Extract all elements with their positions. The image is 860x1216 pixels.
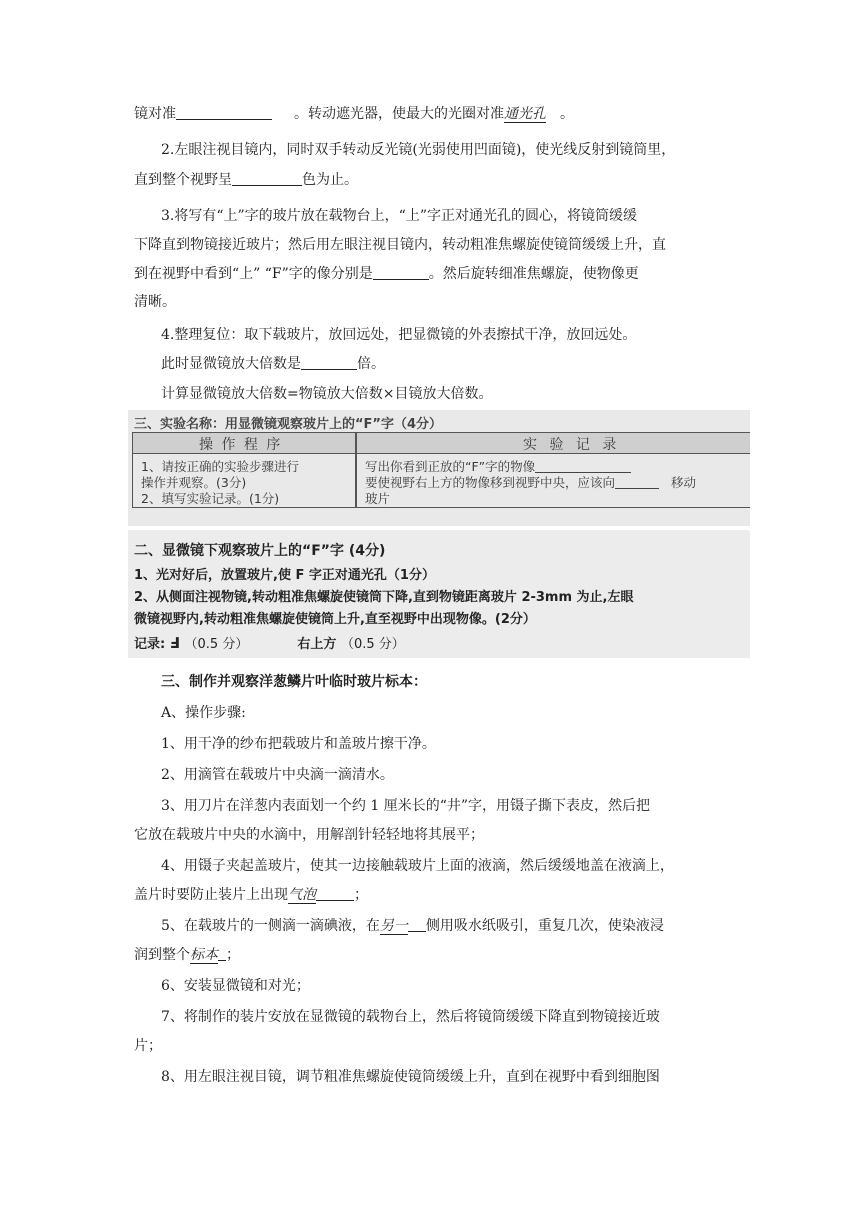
cell-line: 2、填写实验记录。(1分) bbox=[141, 491, 280, 506]
text-segment: 。 bbox=[560, 106, 574, 122]
scanned-answer-image bbox=[128, 530, 750, 658]
score-note: （0.5 分） bbox=[340, 637, 405, 652]
text-line: 片； bbox=[134, 1038, 162, 1054]
fill-blank[interactable] bbox=[373, 265, 429, 280]
cell-line: 玻片 bbox=[365, 491, 391, 506]
text-line bbox=[134, 170, 358, 190]
text-line: 8、用左眼注视目镜，调节粗准焦螺旋使镜筒缓缓上升，直到在视野中看到细胞图 bbox=[161, 1069, 660, 1085]
text-line bbox=[161, 354, 385, 374]
record-label: 记录: bbox=[134, 637, 166, 652]
text-line bbox=[134, 264, 639, 284]
fill-blank[interactable] bbox=[316, 886, 354, 901]
cell-line: 1、请按正确的实验步骤进行 bbox=[141, 459, 299, 474]
record-table bbox=[132, 432, 750, 508]
handwritten-answer: 气泡 bbox=[288, 887, 316, 903]
mirrored-f-symbol: Ⅎ bbox=[169, 634, 180, 652]
answer-step: 微镜视野内,转动粗准焦螺旋使镜筒上升,直至视野中出现物像。(2分） bbox=[134, 612, 536, 627]
text-segment: 。然后旋转细准焦螺旋，使物像更 bbox=[428, 266, 639, 282]
header-procedure: 操 作 程 序 bbox=[199, 437, 283, 453]
text-segment: 镜对准 bbox=[134, 106, 176, 122]
score-note: （0.5 分） bbox=[184, 637, 249, 652]
answer-title: 二、显微镜下观察玻片上的“F”字 (4分) bbox=[134, 543, 386, 559]
fill-blank[interactable] bbox=[301, 355, 357, 370]
section-heading: 三、制作并观察洋葱鳞片叶临时玻片标本： bbox=[161, 674, 427, 690]
text-segment: 。转动遮光器，使最大的光圈对准 bbox=[294, 106, 504, 122]
text-segment: ； bbox=[226, 947, 240, 963]
answer-step: 1、光对好后，放置玻片,使 F 字正对通光孔（1分） bbox=[134, 568, 435, 583]
cell-line: 写出你看到正放的“F”字的物像 bbox=[365, 459, 536, 474]
record-cell bbox=[365, 459, 696, 507]
answer-record bbox=[134, 633, 405, 652]
table-header bbox=[133, 433, 750, 454]
handwritten-answer: 另一 bbox=[379, 918, 408, 934]
record-direction: 右上方 bbox=[297, 637, 337, 652]
text-line bbox=[161, 916, 664, 936]
text-segment: 倍。 bbox=[357, 356, 385, 372]
text-segment: ； bbox=[354, 887, 368, 903]
text-segment: 侧用吸水纸吸引，重复几次，使染液浸 bbox=[425, 918, 664, 934]
fill-blank[interactable] bbox=[535, 460, 631, 473]
scanned-table-image bbox=[128, 410, 750, 526]
handwritten-answer: 标本 bbox=[190, 947, 218, 963]
fill-blank[interactable] bbox=[615, 476, 659, 489]
text-line: 2.左眼注视目镜内，同时双手转动反光镜(光弱使用凹面镜)，使光线反射到镜筒里， bbox=[161, 142, 676, 158]
text-line: A、操作步骤: bbox=[161, 705, 246, 721]
text-line: 2、用滴管在载玻片中央滴一滴清水。 bbox=[161, 767, 394, 783]
table-title: 三、实验名称：用显微镜观察玻片上的“F”字（4分） bbox=[134, 417, 443, 432]
text-line: 3、用刀片在洋葱内表面划一个约 1 厘米长的“井”字，用镊子撕下表皮，然后把 bbox=[161, 798, 651, 814]
cell-line: 要使视野右上方的物像移到视野中央，应该向 bbox=[365, 475, 616, 490]
text-line bbox=[134, 885, 368, 905]
header-record: 实 验 记 录 bbox=[523, 437, 621, 453]
handwritten-answer: 通光孔 bbox=[504, 106, 546, 122]
text-line bbox=[134, 945, 240, 965]
fill-blank[interactable] bbox=[232, 171, 302, 186]
text-segment: 盖片时要防止装片上出现 bbox=[134, 887, 288, 903]
text-segment: 此时显微镜放大倍数是 bbox=[161, 356, 301, 372]
procedure-cell bbox=[141, 459, 299, 507]
answer-step: 2、从侧面注视物镜,转动粗准焦螺旋使镜筒下降,直到物镜距离玻片 2-3mm 为止,左眼 bbox=[134, 590, 634, 605]
text-line: 1、用干净的纱布把载玻片和盖玻片擦干净。 bbox=[161, 736, 436, 752]
text-segment: 润到整个 bbox=[134, 947, 190, 963]
cell-line: 移动 bbox=[671, 475, 697, 490]
text-line: 7、将制作的装片安放在显微镜的载物台上，然后将镜筒缓缓下降直到物镜接近玻 bbox=[161, 1009, 660, 1025]
fill-blank[interactable] bbox=[408, 917, 426, 932]
text-line bbox=[134, 104, 574, 124]
text-line: 4、用镊子夹起盖玻片，使其一边接触载玻片上面的液滴，然后缓缓地盖在液滴上， bbox=[161, 858, 674, 874]
text-line: 清晰。 bbox=[134, 294, 176, 310]
text-segment: 到在视野中看到“上” “F”字的像分别是 bbox=[134, 266, 373, 282]
cell-line: 操作并观察。(3分) bbox=[141, 475, 247, 490]
text-line: 它放在载玻片中央的水滴中，用解剖针轻轻地将其展平； bbox=[134, 827, 484, 843]
fill-blank[interactable] bbox=[176, 105, 272, 120]
text-line: 3.将写有“上”字的玻片放在载物台上，“上”字正对通光孔的圆心，将镜筒缓缓 bbox=[161, 208, 637, 224]
text-segment: 直到整个视野呈 bbox=[134, 172, 232, 188]
text-line: 6、安装显微镜和对光； bbox=[161, 978, 310, 994]
column-divider bbox=[355, 433, 357, 507]
text-segment: 5、在载玻片的一侧滴一滴碘液，在 bbox=[161, 918, 380, 934]
text-line: 计算显微镜放大倍数=物镜放大倍数×目镜放大倍数。 bbox=[161, 386, 493, 402]
fill-blank[interactable] bbox=[218, 946, 226, 961]
text-line: 4.整理复位：取下载玻片，放回远处，把显微镜的外表擦拭干净，放回远处。 bbox=[161, 327, 637, 343]
text-segment: 色为止。 bbox=[302, 172, 358, 188]
text-line: 下降直到物镜接近玻片；然后用左眼注视目镜内，转动粗准焦螺旋使镜筒缓缓上升，直 bbox=[134, 237, 666, 253]
